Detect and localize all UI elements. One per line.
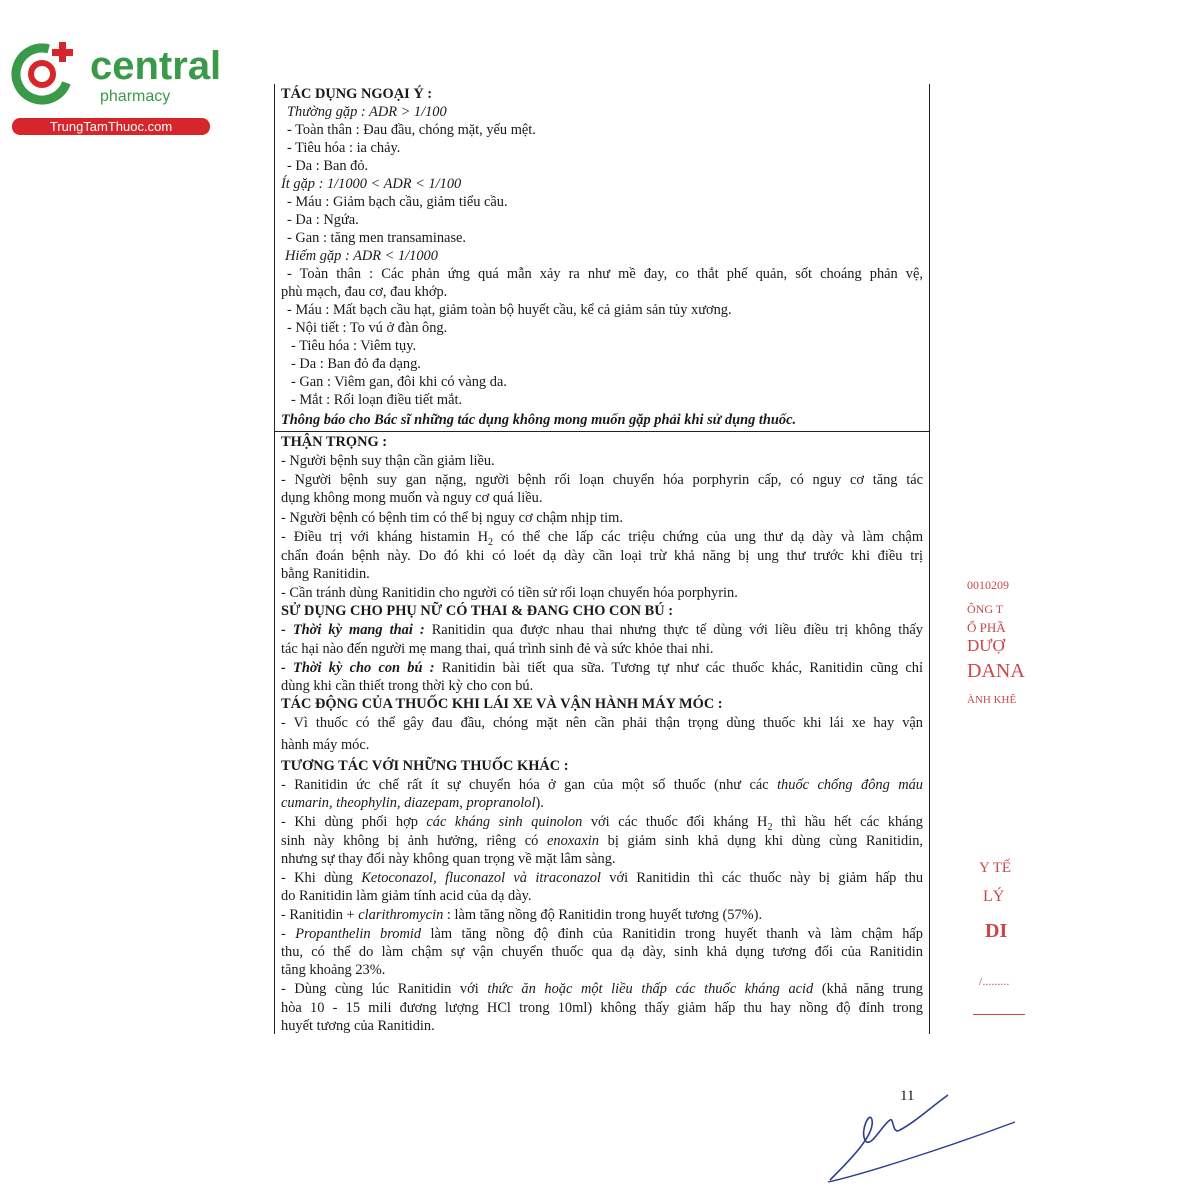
list-item: - Dùng cùng lúc Ranitidin với thức ăn hoặc một liều thấp các thuốc kháng acid (khả năng trung [281, 981, 923, 997]
list-item: - Cần tránh dùng Ranitidin cho người có tiền sử rối loạn chuyển hóa porphyrin. [281, 585, 738, 601]
section-title: TÁC ĐỘNG CỦA THUỐC KHI LÁI XE VÀ VẬN HÀNH MÁY MÓC : [281, 696, 723, 712]
list-item: - Máu : Mất bạch cầu hạt, giảm toàn bộ huyết cầu, kể cả giảm sản tủy xương. [287, 302, 732, 318]
list-item: - Gan : Viêm gan, đôi khi có vàng da. [291, 374, 507, 390]
list-item: huyết tương của Ranitidin. [281, 1018, 435, 1034]
list-item: - Điều trị với kháng histamin $H_2$ có thể che lấp các triệu chứng của ung thư dạ dày và làm chậm [281, 529, 924, 548]
central-logo-icon [10, 38, 80, 108]
list-item: tăng khoảng 23%. [281, 962, 386, 978]
list-item: - Da : Ngứa. [287, 212, 359, 228]
list-item: phù mạch, đau cơ, đau khớp. [281, 284, 448, 300]
list-item: - Propanthelin bromid làm tăng nồng độ đỉnh của Ranitidin trong huyết thanh và làm chậm hấp [281, 926, 923, 942]
logo-site-badge: TrungTamThuoc.com [12, 118, 210, 135]
list-item: - Khi dùng Ketoconazol, fluconazol và itraconazol với Ranitidin thì các thuốc này bị giảm hấp thu [281, 870, 924, 886]
list-item: - Nội tiết : To vú ở đàn ông. [287, 320, 448, 336]
section-divider [275, 431, 929, 432]
list-item: - Mắt : Rối loạn điều tiết mắt. [291, 392, 463, 408]
frequency-heading: Ít gặp : 1/1000 < ADR < 1/100 [281, 176, 462, 192]
company-stamp: 0010209 ÔNG T Ổ PHẦ DƯỢ DANA ÀNH KHÊ Y TẾ LÝ DI /......... [955, 570, 1025, 1030]
notice-text: Thông báo cho Bác sĩ những tác dụng không mong muốn gặp phải khi sử dụng thuốc. [281, 412, 797, 428]
list-item: - Vì thuốc có thể gây đau đầu, chóng mặt nên cần phải thận trọng dùng thuốc khi lái xe hay vận [281, 715, 923, 731]
list-item: - Người bệnh có bệnh tim có thể bị nguy cơ chậm nhịp tim. [281, 510, 623, 526]
list-item: - Da : Ban đỏ đa dạng. [291, 356, 421, 372]
list-item: nhưng sự thay đổi này không quan trọng về mặt lâm sàng. [281, 851, 616, 867]
list-item: cumarin, theophylin, diazepam, propranolol). [281, 795, 544, 811]
list-item: tác hại nào đến người mẹ mang thai, quá trình sinh đẻ và sức khỏe thai nhi. [281, 641, 714, 657]
page-number: 11 [900, 1088, 915, 1104]
list-item: - Tiêu hóa : ia chảy. [287, 140, 401, 156]
list-item: - Người bệnh suy gan nặng, người bệnh rối loạn chuyển hóa porphyrin cấp, có nguy cơ tăng tác [281, 472, 923, 488]
list-item: - Thời kỳ mang thai : Ranitidin qua được nhau thai nhưng thực tế dùng với liều điều trị không thấy [281, 622, 923, 638]
list-item: - Ranitidin + clarithromycin : làm tăng nồng độ Ranitidin trong huyết tương (57%). [281, 907, 763, 923]
list-item: chẩn đoán bệnh này. Do đó khi có loét dạ dày cần loại trừ khả năng bị ung thư trước khi điều trị [281, 548, 923, 564]
list-item: bằng Ranitidin. [281, 566, 370, 582]
list-item: - Da : Ban đỏ. [287, 158, 369, 174]
list-item: - Khi dùng phối hợp các kháng sinh quinolon với các thuốc đối kháng $H_2$ thì hầu hết các kháng [281, 814, 923, 833]
section-title: TƯƠNG TÁC VỚI NHỮNG THUỐC KHÁC : [281, 758, 569, 774]
list-item: hành máy móc. [281, 737, 370, 753]
section-title: THẬN TRỌNG : [281, 434, 388, 450]
section-title: SỬ DỤNG CHO PHỤ NỮ CÓ THAI & ĐANG CHO CON BÚ : [281, 603, 674, 619]
section-title: TÁC DỤNG NGOẠI Ý : [281, 86, 433, 102]
list-item: dụng không mong muốn và nguy cơ quá liều. [281, 490, 543, 506]
list-item: - Máu : Giảm bạch cầu, giảm tiểu cầu. [287, 194, 508, 210]
list-item: - Tiêu hóa : Viêm tụy. [291, 338, 417, 354]
frequency-heading: Hiếm gặp : ADR < 1/1000 [285, 248, 438, 264]
list-item: - Toàn thân : Các phản ứng quá mẫn xảy ra như mề đay, co thắt phế quản, sốt choáng phản vệ, [287, 266, 923, 282]
list-item: dùng khi cần thiết trong thời kỳ cho con bú. [281, 678, 534, 694]
pharmacy-logo [10, 38, 222, 138]
logo-brand: central [90, 44, 222, 88]
document-box [274, 84, 930, 1034]
frequency-heading: Thường gặp : ADR > 1/100 [287, 104, 447, 120]
list-item: sinh này không bị ảnh hưởng, riêng có enoxaxin bị giảm sinh khả dụng khi dùng cùng Ranitidin, [281, 833, 923, 849]
list-item: hòa 10 - 15 mili đương lượng HCl trong 10ml) không thấy giảm hấp thu hay nồng độ đỉnh trong [281, 1000, 923, 1016]
list-item: - Gan : tăng men transaminase. [287, 230, 467, 246]
list-item: - Toàn thân : Đau đầu, chóng mặt, yếu mệt. [287, 122, 536, 138]
list-item: thu, có thể do làm chậm sự vận chuyển thuốc qua dạ dày, sinh khả dụng tương đối của Ranitidin [281, 944, 923, 960]
list-item: - Ranitidin ức chế rất ít sự chuyển hóa ở gan của một số thuốc (như các thuốc chống đông máu [281, 777, 923, 793]
signature-icon [820, 1080, 1020, 1190]
list-item: - Thời kỳ cho con bú : Ranitidin bài tiết qua sữa. Tương tự như các thuốc khác, Ranitidin cũng chỉ [281, 660, 923, 676]
logo-subtitle: pharmacy [100, 88, 171, 105]
list-item: do Ranitidin làm giảm tính acid của dạ dày. [281, 888, 532, 904]
list-item: - Người bệnh suy thận cần giảm liều. [281, 453, 495, 469]
